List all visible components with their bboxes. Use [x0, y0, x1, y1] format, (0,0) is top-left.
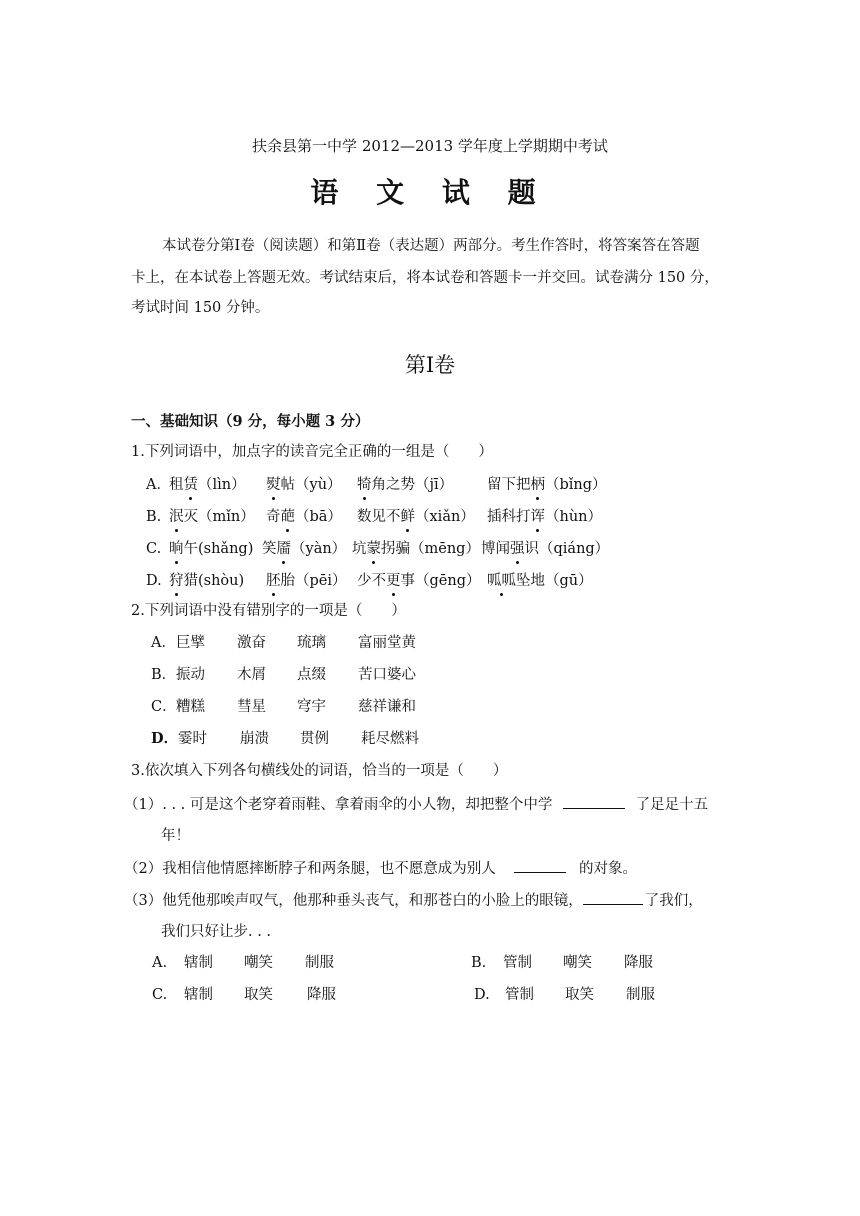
- option-word: 坑蒙拐骗（mēng）: [352, 541, 480, 557]
- option-word: 降服: [307, 987, 336, 1003]
- option-word: 制服: [305, 955, 334, 971]
- dotted-char: 犄: [357, 477, 372, 493]
- option-label: C.: [146, 541, 162, 557]
- option-word: 泯灭（mǐn）: [169, 509, 255, 525]
- option-word: 降服: [624, 955, 653, 971]
- option-word: 崩溃: [240, 731, 269, 747]
- option-word: 糟糕: [176, 699, 205, 715]
- option-label: C．: [151, 699, 177, 715]
- option-label: D.: [474, 987, 490, 1003]
- option-word: 振动: [176, 667, 205, 683]
- option-label: D．: [151, 730, 179, 747]
- option-word: 狩猎(shòu): [169, 573, 245, 589]
- intro-line-3: 考试时间 150 分钟。: [131, 300, 270, 316]
- option-word: 犄角之势（jī）: [357, 477, 454, 493]
- dotted-char: 柄: [530, 477, 545, 493]
- option-word: 博闻强识（qiáng）: [481, 541, 610, 557]
- answer-blank: [514, 858, 566, 873]
- intro-line-2: 卡上，在本试卷上答题无效。考试结束后，将本试卷和答题卡一并交回。试卷满分 150 分，: [131, 270, 719, 286]
- option-label: A．: [146, 477, 171, 493]
- subject-title: 语 文 试 题: [310, 176, 550, 209]
- volume-title: 第Ⅰ卷: [404, 353, 456, 377]
- option-label: A.: [152, 955, 168, 971]
- option-word: 熨帖（yù）: [266, 477, 342, 493]
- dotted-char: 泯: [169, 509, 184, 525]
- q3-sentence-1-cont: 年！: [161, 828, 190, 844]
- option-word: 留下把柄（bǐng）: [487, 477, 607, 493]
- option-word: 富丽堂黄: [358, 635, 416, 651]
- dotted-char: 胚: [266, 573, 281, 589]
- option-word: 慈祥谦和: [358, 699, 416, 715]
- dotted-char: 鲜: [400, 509, 415, 525]
- dotted-char: 强: [510, 541, 525, 557]
- option-label: A．: [151, 635, 176, 651]
- school-exam-line: 扶余县第一中学 2012—2013 学年度上学期期中考试: [252, 137, 608, 155]
- option-word: 管制: [505, 987, 534, 1003]
- option-word: 少不更事（gēng）: [357, 573, 481, 589]
- option-word: 激奋: [237, 635, 266, 651]
- option-word: 点缀: [297, 667, 326, 683]
- option-label: B.: [471, 955, 487, 971]
- intro-line-1: 本试卷分第Ⅰ卷（阅读题）和第Ⅱ卷（表达题）两部分。考生作答时，将答案答在答题: [162, 238, 700, 254]
- option-word: 取笑: [565, 987, 594, 1003]
- option-word: 呱呱坠地（gū）: [487, 573, 593, 589]
- option-word: 巨擘: [176, 635, 205, 651]
- option-word: 辖制: [184, 987, 213, 1003]
- section-heading: 一、基础知识（9 分，每小题 3 分）: [131, 413, 370, 430]
- option-word: 贯例: [300, 731, 329, 747]
- q1-stem: 1.下列词语中，加点字的读音完全正确的一组是（ ）: [131, 444, 493, 460]
- option-word: 管制: [503, 955, 532, 971]
- q3-sentence-3: （3）他凭他那唉声叹气，他那种垂头丧气，和那苍白的小脸上的眼镜， 了我们，: [124, 890, 703, 911]
- q3-sentence-2: （2）我相信他情愿摔断脖子和两条腿，也不愿意成为别人 的对象。: [124, 858, 637, 879]
- option-word: 嘲笑: [563, 955, 592, 971]
- option-word: 插科打诨（hùn）: [487, 509, 603, 525]
- dotted-char: 晌: [169, 541, 184, 557]
- dotted-char: 更: [386, 573, 401, 589]
- option-word: 木屑: [237, 667, 266, 683]
- answer-blank: [563, 794, 625, 809]
- q3-sentence-3-cont: 我们只好让步. . .: [161, 924, 272, 940]
- option-word: 辖制: [184, 955, 213, 971]
- option-word: 租赁（lìn）: [169, 477, 246, 493]
- q3-sentence-1: （1）. . . 可是这个老穿着雨鞋、拿着雨伞的小人物，却把整个中学 了足足十五: [124, 794, 708, 815]
- dotted-char: 狩: [169, 573, 184, 589]
- dotted-char: 诨: [530, 509, 545, 525]
- q3-stem: 3.依次填入下列各句横线处的词语，恰当的一项是（ ）: [131, 763, 508, 779]
- option-word: 笑靥（yàn）: [262, 541, 347, 557]
- dotted-char: 熨: [266, 477, 281, 493]
- q2-stem: 2.下列词语中没有错别字的一项是（ ）: [131, 603, 406, 619]
- answer-blank: [583, 890, 643, 905]
- option-word: 霎时: [178, 731, 207, 747]
- option-word: 穹宇: [297, 699, 326, 715]
- option-word: 数见不鲜（xiǎn）: [357, 509, 475, 525]
- option-word: 嘲笑: [244, 955, 273, 971]
- option-word: 晌午(shǎng): [169, 541, 254, 557]
- option-label: B.: [146, 509, 162, 525]
- option-label: B．: [151, 667, 177, 683]
- option-label: D.: [146, 573, 162, 589]
- option-word: 彗星: [237, 699, 266, 715]
- dotted-char: 呱呱: [487, 573, 516, 589]
- option-word: 胚胎（pēi）: [266, 573, 347, 589]
- option-word: 苦口婆心: [358, 667, 416, 683]
- option-word: 耗尽燃料: [361, 731, 419, 747]
- dotted-char: 赁: [183, 477, 198, 493]
- option-word: 琉璃: [297, 635, 326, 651]
- dotted-char: 葩: [280, 509, 295, 525]
- option-word: 取笑: [244, 987, 273, 1003]
- option-label: C.: [152, 987, 168, 1003]
- option-word: 奇葩（bā）: [266, 509, 342, 525]
- dotted-char: 靥: [276, 541, 291, 557]
- option-word: 制服: [626, 987, 655, 1003]
- dotted-char: 蒙: [366, 541, 381, 557]
